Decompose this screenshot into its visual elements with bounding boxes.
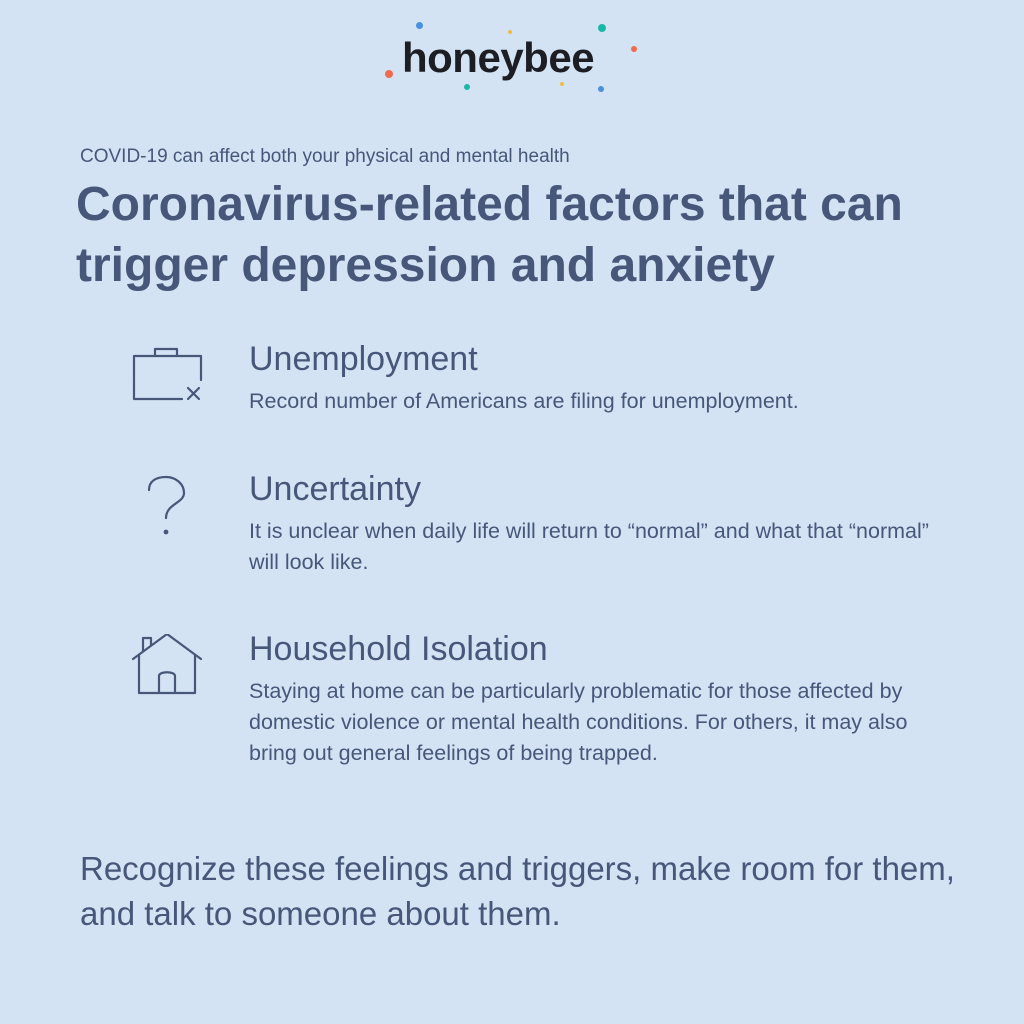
factor-description: Record number of Americans are filing for unemployment. (249, 389, 799, 413)
factor-description: It is unclear when daily life will return to “normal” and what that “normal” will look like. (249, 519, 929, 574)
question-mark-icon (130, 474, 204, 538)
logo-dot (631, 46, 637, 52)
briefcase-x-icon (130, 344, 204, 408)
page-title: Coronavirus-related factors that can trigger depression and anxiety (76, 178, 903, 292)
logo-dot (598, 24, 606, 32)
brand-logo (380, 20, 650, 100)
page-subtitle: COVID-19 can affect both your physical and mental health (80, 146, 570, 167)
house-icon (130, 634, 204, 698)
logo-dot (598, 86, 604, 92)
logo-dot (385, 70, 393, 78)
factor-title: Uncertainty (249, 470, 421, 508)
factor-title: Unemployment (249, 340, 478, 378)
logo-dot (464, 84, 470, 90)
logo-dot (560, 82, 564, 86)
logo-dot (416, 22, 423, 29)
footer-message: Recognize these feelings and triggers, make room for them, and talk to someone about them. (80, 850, 955, 932)
factor-description: Staying at home can be particularly problematic for those affected by domestic violence or mental health conditions. For others, it may also bring out general feelings of being trapped. (249, 679, 908, 765)
brand-name: honeybee (402, 34, 595, 81)
factor-title: Household Isolation (249, 630, 548, 668)
